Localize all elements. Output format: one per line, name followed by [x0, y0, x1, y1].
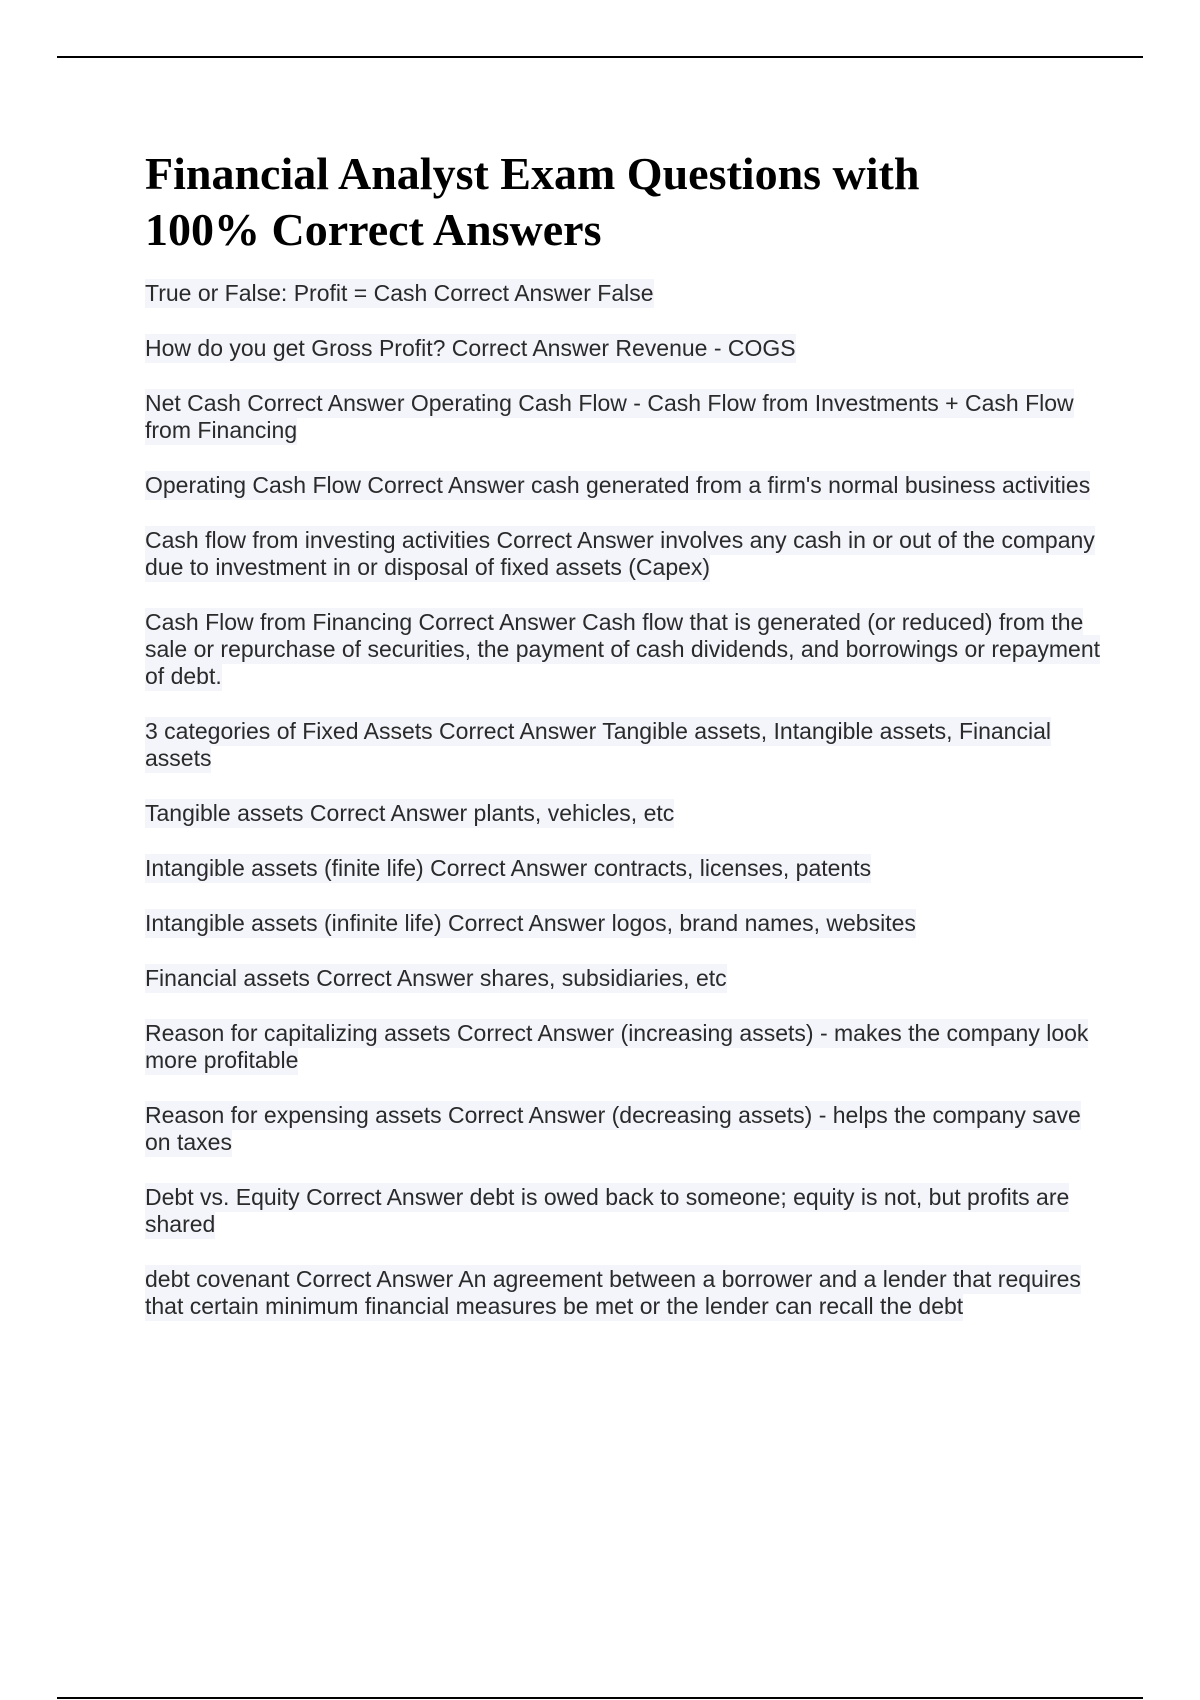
qa-item — [145, 800, 1105, 827]
qa-item — [145, 1102, 1105, 1156]
qa-item — [145, 280, 1105, 307]
qa-text: Tangible assets Correct Answer plants, vehicles, etc — [145, 800, 675, 826]
qa-item — [145, 527, 1105, 581]
qa-text: How do you get Gross Profit? Correct Answer Revenue - COGS — [145, 335, 796, 361]
qa-text: True or False: Profit = Cash Correct Answer False — [145, 280, 654, 306]
qa-item — [145, 1184, 1105, 1238]
qa-text: Reason for expensing assets Correct Answer (decreasing assets) - helps the company save on taxes — [145, 1102, 1081, 1155]
qa-item — [145, 718, 1105, 772]
page-title: Financial Analyst Exam Questions with 100% Correct Answers — [145, 148, 920, 255]
qa-text: Net Cash Correct Answer Operating Cash Flow - Cash Flow from Investments + Cash Flow from Financing — [145, 390, 1074, 443]
qa-text: 3 categories of Fixed Assets Correct Answer Tangible assets, Intangible assets, Financial assets — [145, 718, 1051, 771]
qa-item — [145, 472, 1105, 499]
qa-text: Reason for capitalizing assets Correct Answer (increasing assets) - makes the company look more profitable — [145, 1020, 1089, 1073]
qa-item — [145, 390, 1105, 444]
footer-rule — [57, 1697, 1143, 1699]
document-content — [145, 146, 1105, 1348]
qa-item — [145, 855, 1105, 882]
qa-text: Intangible assets (finite life) Correct Answer contracts, licenses, patents — [145, 855, 872, 881]
qa-item — [145, 1020, 1105, 1074]
qa-text: Cash Flow from Financing Correct Answer Cash flow that is generated (or reduced) from the sale or repurchase of securities, the payment of cash dividends, and borrowings or repayment of debt. — [145, 609, 1101, 689]
qa-text: Debt vs. Equity Correct Answer debt is owed back to someone; equity is not, but profits are shared — [145, 1184, 1070, 1237]
qa-text: Operating Cash Flow Correct Answer cash generated from a firm's normal business activities — [145, 472, 1091, 498]
qa-item — [145, 965, 1105, 992]
qa-text: Financial assets Correct Answer shares, subsidiaries, etc — [145, 965, 727, 991]
header-rule — [57, 56, 1143, 58]
qa-item — [145, 1266, 1105, 1320]
qa-text: Intangible assets (infinite life) Correct Answer logos, brand names, websites — [145, 910, 916, 936]
qa-item — [145, 910, 1105, 937]
qa-item — [145, 609, 1105, 690]
qa-item — [145, 335, 1105, 362]
qa-text: Cash flow from investing activities Correct Answer involves any cash in or out of the company due to investment in or disposal of fixed assets (Capex) — [145, 527, 1095, 580]
qa-text: debt covenant Correct Answer An agreement between a borrower and a lender that requires that certain minimum financial measures be met or the lender can recall the debt — [145, 1266, 1081, 1319]
